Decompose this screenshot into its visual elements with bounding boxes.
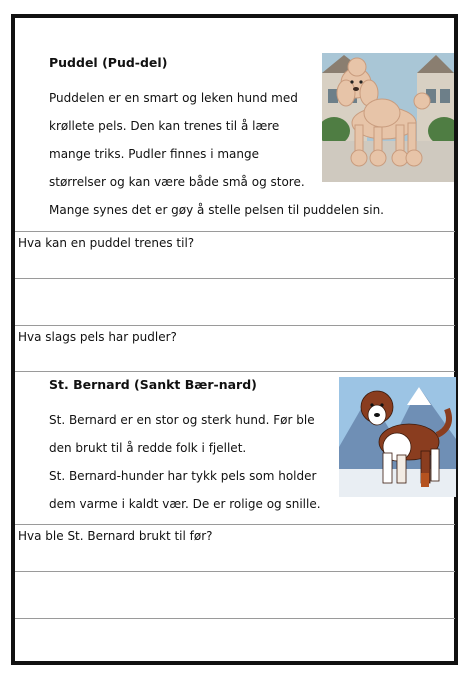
paragraph-line: mange triks. Pudler finnes i mange xyxy=(49,147,259,161)
section-title-poodle: Puddel (Pud-del) xyxy=(49,55,168,70)
divider xyxy=(15,524,455,525)
question-poodle-training: Hva kan en puddel trenes til? xyxy=(18,236,195,250)
paragraph-line: dem varme i kaldt vær. De er rolige og snille. xyxy=(49,497,321,511)
paragraph-line: Puddelen er en smart og leken hund med xyxy=(49,91,298,105)
saint-bernard-photo xyxy=(339,377,456,497)
paragraph-saint-bernard xyxy=(49,406,321,518)
answer-line xyxy=(15,571,455,572)
divider xyxy=(15,231,455,232)
poodle-photo xyxy=(322,53,454,182)
question-poodle-coat: Hva slags pels har pudler? xyxy=(18,330,177,344)
question-saint-bernard-history: Hva ble St. Bernard brukt til før? xyxy=(18,529,213,543)
answer-line xyxy=(15,325,455,326)
paragraph-line: den brukt til å redde folk i fjellet. xyxy=(49,441,247,455)
paragraph-line: Mange synes det er gøy å stelle pelsen til puddelen sin. xyxy=(49,203,384,217)
paragraph-line: St. Bernard er en stor og sterk hund. Før ble xyxy=(49,413,315,427)
answer-line xyxy=(15,371,455,372)
answer-line xyxy=(15,278,455,279)
paragraph-line: størrelser og kan være både små og store. xyxy=(49,175,305,189)
paragraph-line: St. Bernard-hunder har tykk pels som holder xyxy=(49,469,317,483)
section-title-saint-bernard: St. Bernard (Sankt Bær-nard) xyxy=(49,377,257,392)
answer-line xyxy=(15,618,455,619)
paragraph-line: krøllete pels. Den kan trenes til å lære xyxy=(49,119,280,133)
